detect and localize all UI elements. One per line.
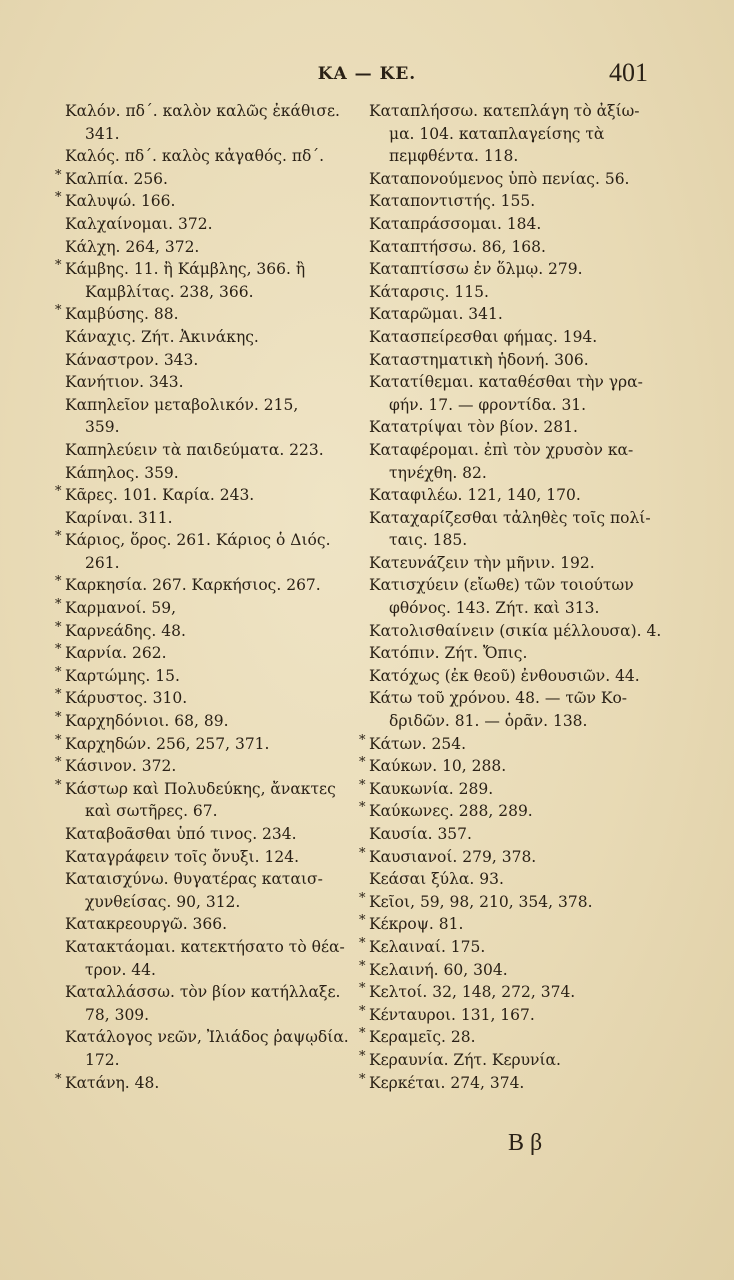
index-entry [56, 710, 352, 733]
index-entry [56, 642, 352, 665]
entry-headword-line: Καταφιλέω. 121, 140, 170. [369, 486, 581, 505]
index-entry [56, 439, 352, 462]
entry-headword-line: Καταπτήσσω. 86, 168. [369, 237, 546, 256]
index-entry [56, 778, 352, 823]
entry-headword-line: Καταλλάσσω. τὸν βίον κατήλλαξε. [65, 983, 341, 1002]
index-entry [360, 100, 660, 168]
page-number: 401 [609, 58, 648, 87]
signature-mark: B β [508, 1130, 543, 1156]
index-entry [56, 236, 352, 259]
entry-headword-line: Καταρῶμαι. 341. [369, 305, 503, 324]
index-entry [360, 800, 660, 823]
index-entry [56, 936, 352, 981]
entry-continuation-line: φθόνος. 143. Ζήτ. καὶ 313. [389, 599, 600, 618]
asterisk-marker: * [55, 529, 62, 545]
asterisk-marker: * [359, 845, 366, 861]
entry-continuation-line: δριδῶν. 81. — ὁρᾶν. 138. [389, 712, 588, 731]
entry-headword-line: Κάτω τοῦ χρόνου. 48. — τῶν Κο- [369, 689, 628, 708]
index-entry [360, 236, 660, 259]
asterisk-marker: * [359, 958, 366, 974]
entry-continuation-line: φήν. 17. — φροντίδα. 31. [389, 395, 587, 414]
asterisk-marker: * [55, 619, 62, 635]
index-entry [360, 507, 660, 552]
asterisk-marker: * [359, 800, 366, 816]
asterisk-marker: * [359, 1048, 366, 1064]
index-entry [360, 1072, 660, 1095]
entry-continuation-line: ταις. 185. [389, 531, 468, 550]
entry-continuation-line: χυνθείσας. 90, 312. [85, 892, 241, 911]
index-entry [56, 733, 352, 756]
index-entry [360, 1004, 660, 1027]
entry-headword-line: Κάπηλος. 359. [65, 463, 179, 482]
index-entry [360, 439, 660, 484]
entry-headword-line: Καμβύσης. 88. [65, 305, 179, 324]
index-entry [360, 642, 660, 665]
index-entry [360, 326, 660, 349]
entry-headword-line: Καρίναι. 311. [65, 508, 173, 527]
entry-headword-line: Κατατρίψαι τὸν βίον. 281. [369, 418, 578, 437]
index-entry [56, 371, 352, 394]
entry-headword-line: Καταφέρομαι. ἐπὶ τὸν χρυσὸν κα- [369, 440, 634, 459]
index-entry [56, 823, 352, 846]
index-entry [360, 349, 660, 372]
index-entry [360, 190, 660, 213]
index-entry [360, 823, 660, 846]
asterisk-marker: * [359, 777, 366, 793]
entry-headword-line: Καρμανοί. 59, [65, 599, 177, 618]
entry-headword-line: Καπηλεῖον μεταβολικόν. 215, [65, 395, 299, 414]
index-entry [56, 755, 352, 778]
asterisk-marker: * [359, 1003, 366, 1019]
asterisk-marker: * [55, 167, 62, 183]
index-entry [56, 394, 352, 439]
index-entry [56, 462, 352, 485]
entry-continuation-line: τηνέχθη. 82. [389, 463, 487, 482]
entry-headword-line: Καύκων. 10, 288. [369, 757, 507, 776]
asterisk-marker: * [359, 935, 366, 951]
entry-headword-line: Καπηλεύειν τὰ παιδεύματα. 223. [65, 440, 324, 459]
index-entry [360, 755, 660, 778]
entry-headword-line: Κατατίθεμαι. καταθέσθαι τὴν γρα- [369, 373, 643, 392]
index-entry [56, 687, 352, 710]
index-entry [360, 913, 660, 936]
entry-headword-line: Κάναστρον. 343. [65, 350, 199, 369]
entry-headword-line: Κάσινον. 372. [65, 757, 177, 776]
entry-headword-line: Καταπράσσομαι. 184. [369, 214, 542, 233]
entry-headword-line: Καλυψώ. 166. [65, 192, 176, 211]
index-entry [360, 1026, 660, 1049]
index-entry [360, 846, 660, 869]
entry-headword-line: Καυσία. 357. [369, 825, 472, 843]
asterisk-marker: * [359, 755, 366, 771]
entry-headword-line: Κεάσαι ξύλα. 93. [369, 870, 504, 889]
index-entry [56, 145, 352, 168]
entry-headword-line: Καταχαρίζεσθαι τἀληθὲς τοῖς πολί- [369, 508, 651, 527]
index-entry [360, 665, 660, 688]
entry-headword-line: Κάμβης. 11. ἢ Κάμβλης, 366. ἢ [65, 260, 306, 279]
index-entry [360, 281, 660, 304]
entry-headword-line: Καταβοᾶσθαι ὑπό τινος. 234. [65, 825, 297, 843]
entry-headword-line: Καταισχύνω. θυγατέρας καταισ- [65, 870, 323, 889]
index-entry [56, 507, 352, 530]
asterisk-marker: * [55, 710, 62, 726]
index-entry [56, 574, 352, 597]
entry-headword-line: Κανήτιον. 343. [65, 373, 184, 392]
entry-headword-line: Κένταυροι. 131, 167. [369, 1005, 535, 1024]
entry-headword-line: Κατόχως (ἐκ θεοῦ) ἐνθουσιῶν. 44. [369, 666, 640, 685]
entry-headword-line: Κάστωρ καὶ Πολυδεύκης, ἄνακτες [65, 779, 336, 798]
entry-headword-line: Κεραυνία. Ζήτ. Κερυνία. [369, 1050, 561, 1069]
entry-headword-line: Καταπλήσσω. κατεπλάγη τὸ ἀξίω- [369, 102, 640, 120]
index-entry [56, 168, 352, 191]
index-entry [360, 371, 660, 416]
entry-continuation-line: 341. [85, 124, 120, 143]
index-entry [360, 303, 660, 326]
index-entry [360, 574, 660, 619]
index-entry [360, 213, 660, 236]
asterisk-marker: * [55, 484, 62, 500]
asterisk-marker: * [359, 981, 366, 997]
entry-headword-line: Κάταρσις. 115. [369, 282, 489, 301]
entry-headword-line: Κάτων. 254. [369, 734, 467, 753]
asterisk-marker: * [55, 687, 62, 703]
entry-headword-line: Κάριος, ὅρος. 261. Κάριος ὁ Διός. [65, 531, 331, 550]
entry-headword-line: Καταπτίσσω ἐν ὅλμῳ. 279. [369, 260, 583, 279]
entry-headword-line: Καταστηματικὴ ἡδονή. 306. [369, 350, 589, 369]
asterisk-marker: * [55, 597, 62, 613]
index-entry [56, 529, 352, 574]
index-entry [56, 190, 352, 213]
index-entry [360, 484, 660, 507]
asterisk-marker: * [55, 190, 62, 206]
index-entry [360, 552, 660, 575]
asterisk-marker: * [55, 777, 62, 793]
entry-headword-line: Καρτώμης. 15. [65, 666, 180, 685]
entry-headword-line: Κατόπιν. Ζήτ. Ὄπις. [369, 644, 528, 663]
index-entry [56, 1026, 352, 1071]
index-entry [360, 168, 660, 191]
asterisk-marker: * [359, 890, 366, 906]
entry-headword-line: Καλπία. 256. [65, 169, 168, 188]
running-header: ΚΑ — ΚΕ. [317, 64, 417, 84]
entry-headword-line: Καταπονούμενος ὑπὸ πενίας. 56. [369, 169, 630, 188]
entry-headword-line: Κεραμεῖς. 28. [369, 1028, 476, 1047]
entry-headword-line: Κελαινή. 60, 304. [369, 960, 508, 979]
entry-headword-line: Καυσιανοί. 279, 378. [369, 847, 537, 866]
index-entry [56, 620, 352, 643]
asterisk-marker: * [359, 1026, 366, 1042]
entry-headword-line: Κεῖοι, 59, 98, 210, 354, 378. [369, 892, 593, 911]
asterisk-marker: * [55, 574, 62, 590]
entry-headword-line: Καρκησία. 267. Καρκήσιος. 267. [65, 576, 321, 595]
entry-continuation-line: 261. [85, 553, 120, 572]
index-entry [56, 213, 352, 236]
index-entry [360, 868, 660, 891]
asterisk-marker: * [55, 258, 62, 274]
entry-headword-line: Κέκροψ. 81. [369, 915, 464, 934]
entry-continuation-line: 78, 309. [85, 1005, 150, 1024]
asterisk-marker: * [55, 642, 62, 658]
index-entry [360, 620, 660, 643]
index-entry [56, 665, 352, 688]
asterisk-marker: * [55, 755, 62, 771]
entry-headword-line: Κατακτάομαι. κατεκτήσατο τὸ θέα- [65, 937, 345, 956]
entry-headword-line: Κατευνάζειν τὴν μῆνιν. 192. [369, 553, 595, 572]
entry-headword-line: Καρχηδών. 256, 257, 371. [65, 734, 270, 753]
asterisk-marker: * [55, 732, 62, 748]
asterisk-marker: * [359, 913, 366, 929]
index-entry [56, 1072, 352, 1095]
entry-headword-line: Καρχηδόνιοι. 68, 89. [65, 712, 229, 731]
entry-headword-line: Καταγράφειν τοῖς ὄνυξι. 124. [65, 847, 299, 866]
index-entry [56, 913, 352, 936]
index-entry [56, 258, 352, 303]
entry-headword-line: Κατισχύειν (εἴωθε) τῶν τοιούτων [369, 576, 634, 595]
asterisk-marker: * [55, 303, 62, 319]
index-entry [360, 1049, 660, 1072]
entry-headword-line: Κερκέται. 274, 374. [369, 1073, 525, 1092]
index-entry [56, 868, 352, 913]
index-entry [360, 416, 660, 439]
entry-headword-line: Καρνία. 262. [65, 644, 167, 663]
entry-headword-line: Κάναχις. Ζήτ. Ἀκινάκης. [65, 327, 259, 346]
index-entry [56, 326, 352, 349]
index-column-right [360, 100, 660, 1094]
entry-headword-line: Καυκωνία. 289. [369, 779, 494, 798]
entry-headword-line: Κάρυστος. 310. [65, 689, 188, 708]
entry-headword-line: Καταποντιστής. 155. [369, 192, 536, 211]
index-entry [56, 349, 352, 372]
index-column-left [56, 100, 352, 1094]
entry-continuation-line: 359. [85, 418, 120, 437]
entry-continuation-line: πεμφθέντα. 118. [389, 147, 519, 166]
index-entry [56, 846, 352, 869]
asterisk-marker: * [55, 1071, 62, 1087]
asterisk-marker: * [359, 732, 366, 748]
index-entry [360, 959, 660, 982]
index-entry [360, 936, 660, 959]
index-entry [56, 597, 352, 620]
entry-headword-line: Κάλχη. 264, 372. [65, 237, 200, 256]
asterisk-marker: * [359, 1071, 366, 1087]
index-entry [360, 891, 660, 914]
entry-continuation-line: καὶ σωτῆρες. 67. [85, 802, 218, 821]
entry-continuation-line: μα. 104. καταπλαγείσης τὰ [389, 124, 605, 143]
index-entry [360, 733, 660, 756]
entry-headword-line: Καρνεάδης. 48. [65, 621, 186, 640]
entry-headword-line: Κᾶρες. 101. Καρία. 243. [65, 486, 255, 505]
entry-continuation-line: Καμβλίτας. 238, 366. [85, 282, 254, 301]
entry-headword-line: Καλόν. πδ΄. καλὸν καλῶς ἐκάθισε. [65, 102, 340, 120]
asterisk-marker: * [55, 664, 62, 680]
entry-headword-line: Κατασπείρεσθαι φήμας. 194. [369, 327, 598, 346]
entry-headword-line: Κελαιναί. 175. [369, 937, 486, 956]
index-entry [360, 778, 660, 801]
index-entry [360, 687, 660, 732]
entry-headword-line: Κατολισθαίνειν (σικία μέλλουσα). 4. [369, 621, 662, 640]
index-entry [56, 981, 352, 1026]
index-entry [360, 258, 660, 281]
entry-continuation-line: τρον. 44. [85, 960, 156, 979]
entry-headword-line: Κατάλογος νεῶν, Ἰλιάδος ῥαψῳδία. [65, 1028, 349, 1047]
entry-headword-line: Κελτοί. 32, 148, 272, 374. [369, 983, 576, 1002]
index-entry [360, 981, 660, 1004]
entry-headword-line: Καλχαίνομαι. 372. [65, 214, 213, 233]
index-entry [56, 100, 352, 145]
entry-headword-line: Κατακρεουργῶ. 366. [65, 915, 228, 934]
entry-headword-line: Κατάνη. 48. [65, 1073, 160, 1092]
entry-headword-line: Καύκωνες. 288, 289. [369, 802, 533, 821]
entry-headword-line: Καλός. πδ΄. καλὸς κἀγαθός. πδ΄. [65, 147, 325, 166]
index-entry [56, 303, 352, 326]
index-entry [56, 484, 352, 507]
entry-continuation-line: 172. [85, 1050, 120, 1069]
